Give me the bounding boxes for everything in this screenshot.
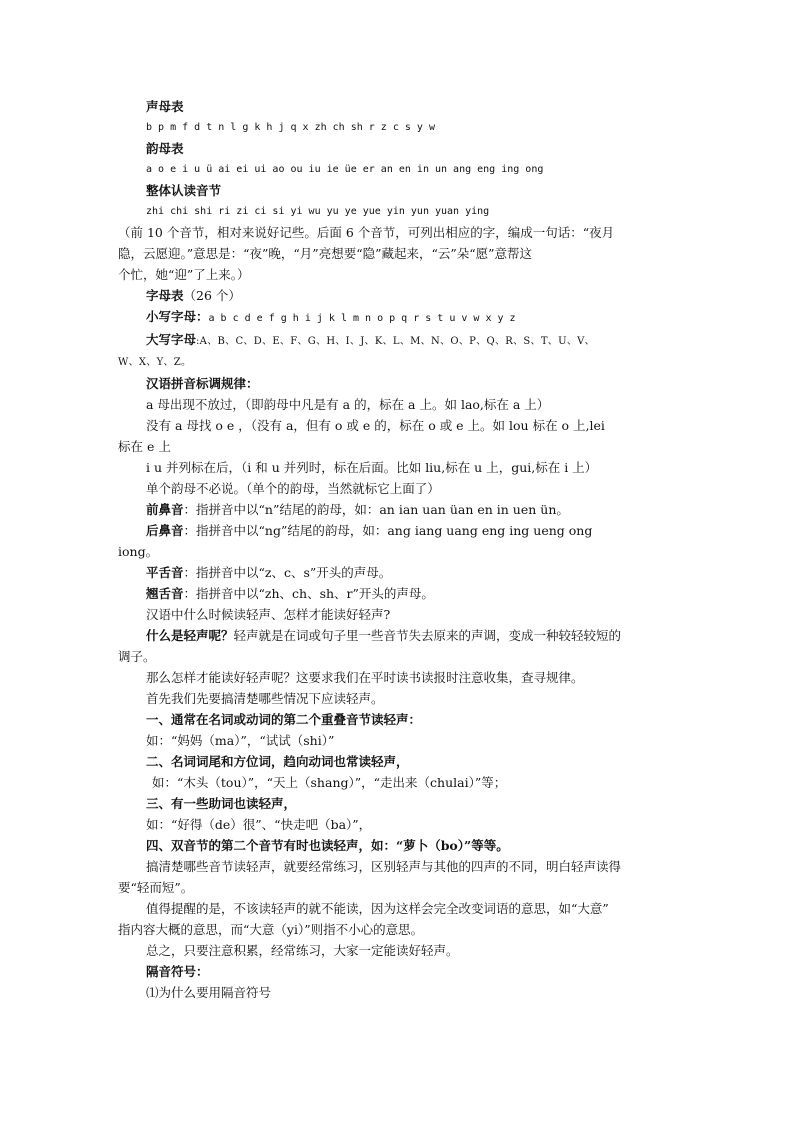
zhengti-note-line-3: 个忙，她“迎”了上来。） bbox=[118, 267, 250, 282]
case-2-heading: 二、名词词尾和方位词，趋向动词也常读轻声， bbox=[146, 754, 409, 769]
zhengti-note-line-1: （前 10 个音节，相对来说好记些。后面 6 个音节，可列出相应的字，编成一句话：“夜月 bbox=[118, 225, 615, 240]
zhengti-heading: 整体认读音节 bbox=[146, 183, 222, 198]
upper-alphabet-list-2: W、X、Y、Z。 bbox=[118, 357, 192, 368]
yunmu-list: a o e i u ü ai ei ui ao ou iu ie üe er an en in un ang eng ing ong bbox=[146, 164, 544, 175]
shengmu-heading: 声母表 bbox=[146, 99, 184, 114]
tone-rule-single: 单个韵母不必说。（单个的韵母，当然就标它上面了） bbox=[146, 481, 440, 496]
neutral-tone-question: 汉语中什么时候读轻声、怎样才能读好轻声? bbox=[146, 607, 391, 622]
how-to-read-paragraph: 那么怎样才能读好轻声呢？这要求我们在平时读书读报时注意收集，查寻规律。 bbox=[146, 670, 584, 685]
summary-paragraph: 总之，只要注意积累，经常练习，大家一定能读好轻声。 bbox=[146, 943, 459, 958]
first-clarify-paragraph: 首先我们先要搞清楚哪些情况下应读轻声。 bbox=[146, 691, 384, 706]
zimu-heading-line bbox=[118, 285, 678, 306]
lower-alphabet-list: a b c d e f g h i j k l m n o p q r s t u v w x y z bbox=[208, 313, 516, 324]
upper-alphabet-list-1: :A、B、C、D、E、F、G、H、I、J、K、L、M、N、O、P、Q、R、S、T、U、V、 bbox=[196, 336, 595, 347]
case-1-heading: 一、通常在名词或动词的第二个重叠音节读轻声： bbox=[146, 712, 422, 727]
upper-alphabet-label: 大写字母 bbox=[146, 332, 197, 347]
zhengti-note-line-2: 隐，云愿迎。”意思是：“夜”晚，“月”亮想要“隐”藏起来，“云”朵“愿”意帮这 bbox=[118, 246, 533, 261]
front-nasal-label: 前鼻音 bbox=[146, 502, 184, 517]
practice-paragraph-2: 要“轻而短”。 bbox=[118, 880, 194, 895]
back-nasal-label: 后鼻音 bbox=[146, 523, 184, 538]
tone-rule-iu: i u 并列标在后，（i 和 u 并列时，标在后面。比如 liu,标在 u 上，gui,标在 i 上） bbox=[146, 460, 598, 475]
tone-rule-oe-1: 没有 a 母找 o e ，（没有 a，但有 o 或 e 的，标在 o 或 e 上。如 lou 标在 o 上,lei bbox=[146, 418, 605, 433]
back-nasal-text-2: iong。 bbox=[118, 544, 159, 559]
zhengti-list: zhi chi shi ri zi ci si yi wu yu ye yue yin yun yuan ying bbox=[146, 206, 490, 217]
document-body bbox=[118, 96, 678, 1003]
zimu-heading: 字母表 bbox=[146, 288, 184, 303]
tone-rule-a: a 母出现不放过，（即韵母中凡是有 a 的，标在 a 上。如 lao,标在 a 上） bbox=[146, 397, 550, 412]
reminder-paragraph-2: 指内容大概的意思，而“大意（yi）”则指不小心的意思。 bbox=[118, 922, 424, 937]
neutral-tone-definition-text-2: 调子。 bbox=[118, 649, 156, 664]
case-3-example: 如：“好得（de）很”、“快走吧（ba）”， bbox=[146, 817, 372, 832]
lower-alphabet-label: 小写字母： bbox=[146, 309, 209, 324]
separator-mark-heading: 隔音符号： bbox=[146, 964, 209, 979]
case-1-example: 如：“妈妈（ma）”，“试试（shi）” bbox=[146, 733, 335, 748]
tone-rule-oe-2: 标在 e 上 bbox=[118, 439, 171, 454]
front-nasal-text: ：指拼音中以“n”结尾的韵母，如：an ian uan üan en in uen ün。 bbox=[183, 502, 569, 517]
neutral-tone-definition-text: 轻声就是在词或句子里一些音节失去原来的声调，变成一种较轻较短的 bbox=[233, 628, 622, 643]
reminder-paragraph-1: 值得提醒的是，不该读轻声的就不能读，因为这样会完全改变词语的意思，如“大意” bbox=[146, 901, 609, 916]
neutral-tone-definition-label: 什么是轻声呢？ bbox=[146, 628, 234, 643]
case-3-heading: 三、有一些助词也读轻声， bbox=[146, 796, 297, 811]
retroflex-text: ：指拼音中以“zh、ch、sh、r”开头的声母。 bbox=[183, 586, 434, 601]
front-nasal-line bbox=[118, 499, 678, 520]
case-4-heading: 四、双音节的第二个音节有时也读轻声，如：“萝卜（bo）”等等。 bbox=[146, 838, 509, 853]
case-2-example: 如：“木头（tou）”，“天上（shang）”，“走出来（chulai）”等； bbox=[152, 775, 507, 790]
separator-mark-item-1: ⑴为什么要用隔音符号 bbox=[146, 985, 272, 1000]
yunmu-heading: 韵母表 bbox=[146, 141, 184, 156]
flat-tongue-line bbox=[118, 562, 678, 583]
shengmu-list: b p m f d t n l g k h j q x zh ch sh r z c s y w bbox=[146, 122, 435, 133]
retroflex-line bbox=[118, 583, 678, 604]
upper-alphabet-line bbox=[118, 329, 678, 352]
lower-alphabet-line bbox=[118, 306, 678, 329]
flat-tongue-text: ：指拼音中以“z、c、s”开头的声母。 bbox=[183, 565, 392, 580]
flat-tongue-label: 平舌音 bbox=[146, 565, 184, 580]
back-nasal-line bbox=[118, 520, 678, 541]
back-nasal-text: ：指拼音中以“ng”结尾的韵母，如：ang iang uang eng ing ueng ong bbox=[183, 523, 593, 538]
tone-rule-heading: 汉语拼音标调规律： bbox=[146, 376, 259, 391]
retroflex-label: 翘舌音 bbox=[146, 586, 184, 601]
zimu-count: （26 个） bbox=[183, 288, 241, 303]
practice-paragraph-1: 搞清楚哪些音节读轻声，就要经常练习，区别轻声与其他的四声的不同，明白轻声读得 bbox=[146, 859, 622, 874]
neutral-tone-definition-line bbox=[118, 625, 678, 646]
